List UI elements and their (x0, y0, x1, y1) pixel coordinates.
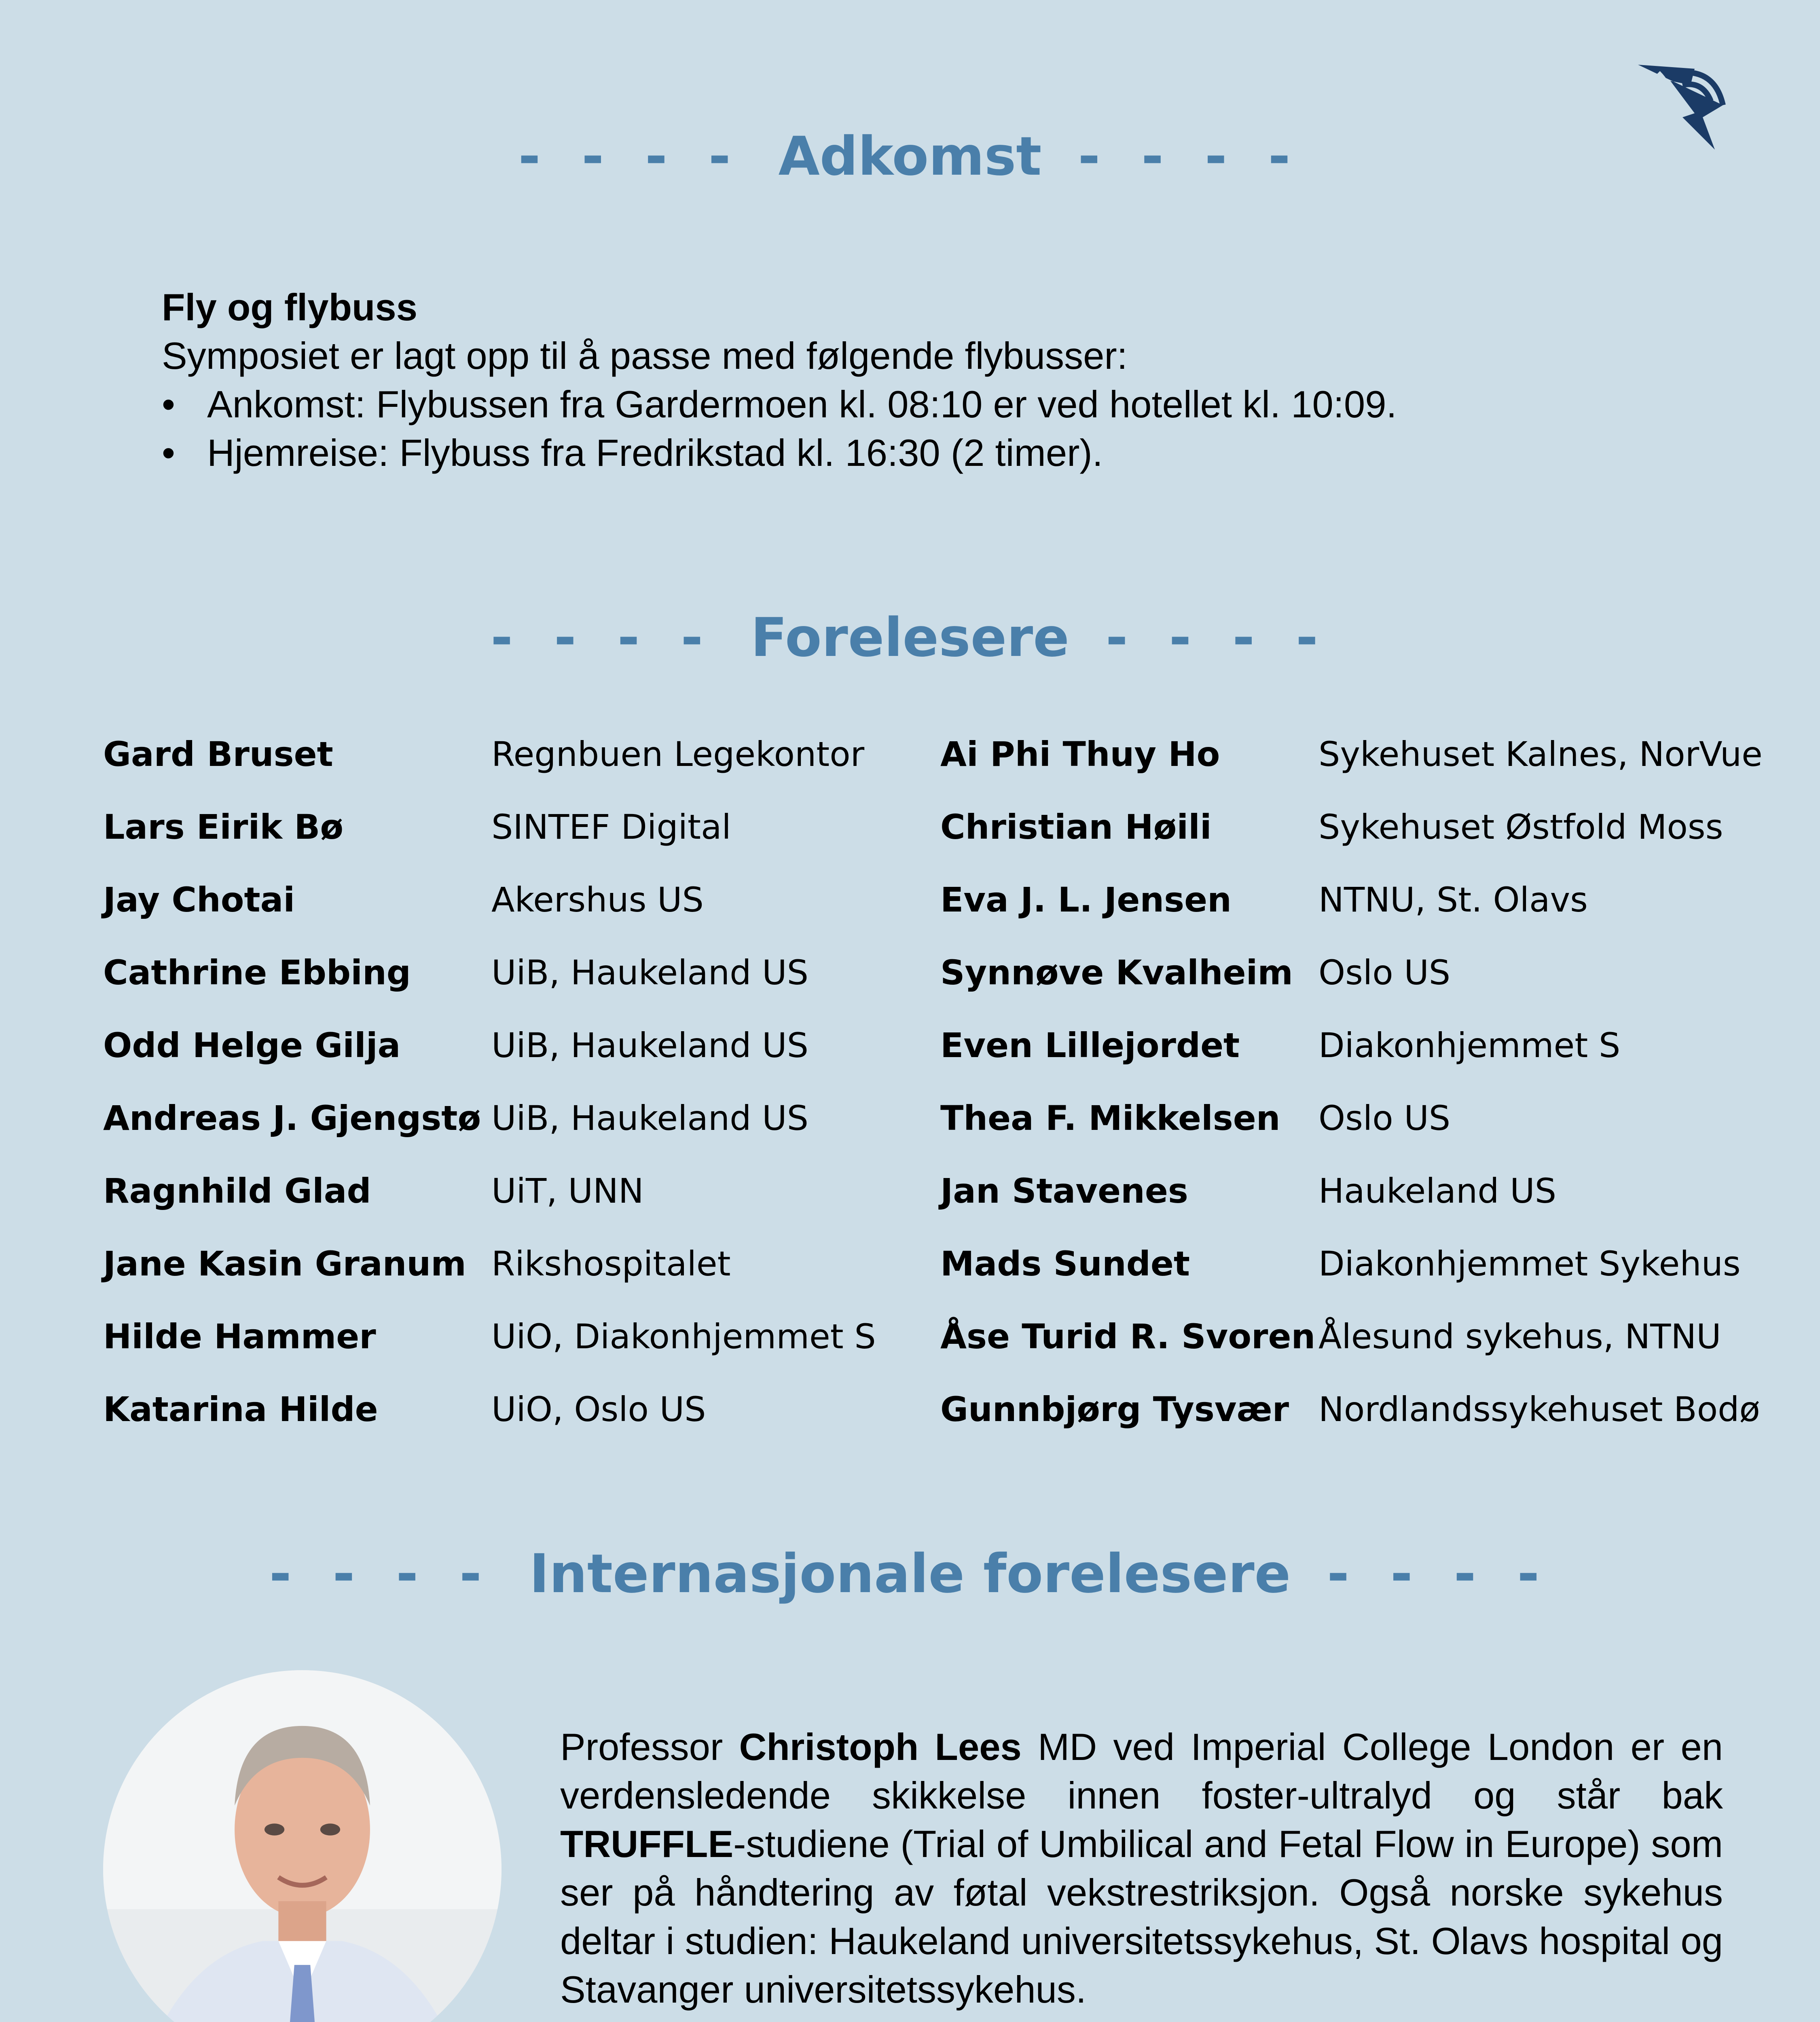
table-row (103, 1310, 1761, 1383)
speaker-org: Diakonhjemmet S (1318, 1026, 1621, 1065)
speaker-org: UiO, Oslo US (491, 1390, 706, 1429)
heading-internasjonale-title: Internasjonale forelesere (529, 1543, 1291, 1605)
adkomst-block (162, 283, 1699, 477)
table-row (103, 1383, 1761, 1456)
portrait-lees (103, 1670, 502, 2022)
table-row (103, 1019, 1761, 1092)
heading-dash-right: - - - - (1078, 125, 1302, 188)
adkomst-subhead: Fly og flybuss (162, 286, 417, 328)
table-row (103, 1165, 1761, 1237)
speaker-name: Ai Phi Thuy Ho (940, 734, 1220, 774)
speaker-name: Jay Chotai (103, 880, 295, 920)
speaker-name: Katarina Hilde (103, 1390, 378, 1429)
speaker-name: Christian Høili (940, 807, 1212, 847)
speaker-name: Ragnhild Glad (103, 1171, 371, 1211)
speaker-name: Thea F. Mikkelsen (940, 1098, 1280, 1138)
speaker-name: Jane Kasin Granum (103, 1244, 466, 1284)
speaker-org: UiO, Diakonhjemmet S (491, 1317, 876, 1356)
speaker-name: Synnøve Kvalheim (940, 953, 1293, 992)
heading-internasjonale (0, 1543, 1820, 1605)
bio-text: -studiene (Trial of Umbilical and Fetal Flow in Europe) som ser på håndtering av føtal vekstrestriksjon. Også norske sykehus deltar i studien: Haukeland universitetssykehus, St. Olavs hospital og Stavanger universitetssykehus. (560, 1823, 1723, 2011)
table-row (103, 946, 1761, 1019)
list-item (162, 380, 1699, 429)
bio-text: Professor (560, 1726, 739, 1768)
list-item (162, 429, 1699, 477)
bio-text: MD ved Imperial College London er en verdensledende skikkelse innen foster-ultralyd og står bak (560, 1726, 1723, 1817)
speaker-org: NTNU, St. Olavs (1318, 880, 1588, 920)
heading-dash-left: - - - - (518, 125, 742, 188)
heading-adkomst (0, 125, 1820, 188)
speaker-org: UiB, Haukeland US (491, 1026, 808, 1065)
speaker-name: Gard Bruset (103, 734, 333, 774)
speaker-name: Cathrine Ebbing (103, 953, 411, 992)
speaker-org: Nordlandssykehuset Bodø (1318, 1390, 1760, 1429)
speaker-name-lees: Christoph Lees (739, 1726, 1022, 1768)
speaker-name: Mads Sundet (940, 1244, 1190, 1284)
speaker-org: Diakonhjemmet Sykehus (1318, 1244, 1741, 1284)
speaker-name: Jan Stavenes (940, 1171, 1188, 1211)
speaker-name: Hilde Hammer (103, 1317, 376, 1356)
heading-forelesere (0, 607, 1820, 669)
adkomst-intro: Symposiet er lagt opp til å passe med følgende flybusser: (162, 334, 1128, 377)
speaker-name: Odd Helge Gilja (103, 1026, 401, 1065)
bullet-text: Ankomst: Flybussen fra Gardermoen kl. 08:10 er ved hotellet kl. 10:09. (207, 383, 1397, 425)
table-row (103, 1092, 1761, 1165)
speaker-org: UiB, Haukeland US (491, 953, 808, 992)
heading-dash-right: - - - - (1327, 1543, 1551, 1605)
table-row (103, 728, 1761, 801)
speaker-org: Sykehuset Kalnes, NorVue (1318, 734, 1763, 774)
heading-dash-right: - - - - (1105, 607, 1329, 669)
speaker-name: Lars Eirik Bø (103, 807, 344, 847)
adkomst-bullets (162, 380, 1699, 477)
intl-speaker-lees (0, 1670, 1820, 2022)
bio-lees (560, 1723, 1723, 2014)
speaker-org: SINTEF Digital (491, 807, 731, 847)
speaker-org: UiT, UNN (491, 1171, 644, 1211)
heading-forelesere-title: Forelesere (751, 607, 1069, 669)
heading-dash-left: - - - - (491, 607, 715, 669)
speaker-org: Akershus US (491, 880, 704, 920)
speaker-org: Ålesund sykehus, NTNU (1318, 1317, 1721, 1356)
speaker-name: Gunnbjørg Tysvær (940, 1390, 1289, 1429)
bullet-icon: • (162, 431, 175, 474)
bullet-icon: • (162, 383, 175, 425)
table-row (103, 801, 1761, 874)
heading-dash-left: - - - - (269, 1543, 493, 1605)
speaker-name: Andreas J. Gjengstø (103, 1098, 481, 1138)
table-row (103, 874, 1761, 946)
speaker-name: Åse Turid R. Svoren (940, 1317, 1316, 1356)
speaker-org: Haukeland US (1318, 1171, 1557, 1211)
speaker-org: Sykehuset Østfold Moss (1318, 807, 1723, 847)
bullet-text: Hjemreise: Flybuss fra Fredrikstad kl. 16:30 (2 timer). (207, 431, 1103, 474)
table-row (103, 1237, 1761, 1310)
speaker-name: Even Lillejordet (940, 1026, 1240, 1065)
speaker-name: Eva J. L. Jensen (940, 880, 1232, 920)
speaker-org: UiB, Haukeland US (491, 1098, 808, 1138)
speaker-org: Regnbuen Legekontor (491, 734, 865, 774)
study-name: TRUFFLE (560, 1823, 734, 1865)
heading-adkomst-title: Adkomst (778, 125, 1042, 188)
speaker-org: Oslo US (1318, 953, 1451, 992)
speaker-org: Rikshospitalet (491, 1244, 731, 1284)
speaker-org: Oslo US (1318, 1098, 1451, 1138)
